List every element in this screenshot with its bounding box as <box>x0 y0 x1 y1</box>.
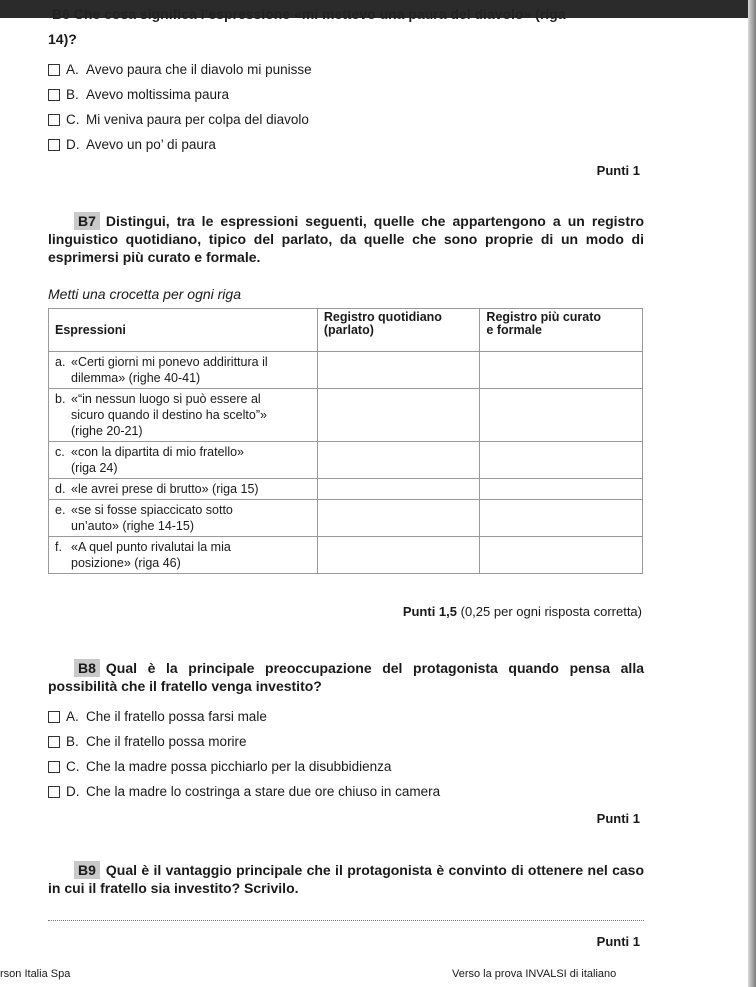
expression-cell: c. «con la dipartita di mio fratello» (riga 24) <box>49 442 318 479</box>
expression-cell: b. «“in nessun luogo si può essere al sicuro quando il destino ha scelto”» (righe 20-21) <box>49 389 318 442</box>
checkbox[interactable] <box>48 64 60 76</box>
footer-publisher: rson Italia Spa <box>0 968 71 980</box>
b6-question-line1: B6 Che cosa significa l’espressione «mi mettevo una paura del diavolo» (riga <box>52 6 566 22</box>
table-row <box>49 389 643 442</box>
b6-options <box>48 57 648 157</box>
cell-formale[interactable] <box>480 479 643 500</box>
table-header-row <box>49 309 643 352</box>
cell-formale[interactable] <box>480 500 643 537</box>
b6-punti: Punti 1 <box>596 163 640 178</box>
table-row <box>49 352 643 389</box>
checkbox[interactable] <box>48 89 60 101</box>
table-row <box>49 442 643 479</box>
cell-quotidiano[interactable] <box>317 479 480 500</box>
b7-question: B7 Distingui, tra le espressioni seguenti, quelle che appartengono a un registro linguistico quotidiano, tipico del parlato, da quelle che sono proprie di un modo di esprimersi più curato e formale. <box>48 213 644 265</box>
expression-cell: d. «le avrei prese di brutto» (riga 15) <box>49 479 318 500</box>
b8-options <box>48 704 648 804</box>
header-espressioni: Espressioni <box>49 309 318 352</box>
b8-option-b[interactable]: B. Che il fratello possa morire <box>48 729 648 754</box>
b6-option-a[interactable]: A. Avevo paura che il diavolo mi punisse <box>48 57 648 82</box>
b6-question-line2: 14)? <box>48 31 77 47</box>
expression-cell: e. «se si fosse spiaccicato sotto un’auto» (righe 14-15) <box>49 500 318 537</box>
cell-quotidiano[interactable] <box>317 537 480 574</box>
b8-option-c[interactable]: C. Che la madre possa picchiarlo per la disubbidienza <box>48 754 648 779</box>
cell-formale[interactable] <box>480 537 643 574</box>
cell-quotidiano[interactable] <box>317 500 480 537</box>
cell-quotidiano[interactable] <box>317 352 480 389</box>
b6-option-d[interactable]: D. Avevo un po’ di paura <box>48 132 648 157</box>
checkbox[interactable] <box>48 736 60 748</box>
b8-question: B8 Qual è la principale preoccupazione del protagonista quando pensa alla possibilità che il fratello venga investito? <box>48 660 644 694</box>
checkbox[interactable] <box>48 786 60 798</box>
table-row <box>49 479 643 500</box>
cell-formale[interactable] <box>480 352 643 389</box>
b8-punti: Punti 1 <box>596 811 640 826</box>
b8-label: B8 <box>74 659 100 677</box>
b7-table <box>48 308 643 574</box>
b6-option-c[interactable]: C. Mi veniva paura per colpa del diavolo <box>48 107 648 132</box>
b9-answer-line[interactable] <box>48 920 644 921</box>
expression-cell: f. «A quel punto rivalutai la mia posizione» (riga 46) <box>49 537 318 574</box>
header-registro-formale: Registro più curato e formale <box>480 309 643 352</box>
cell-quotidiano[interactable] <box>317 389 480 442</box>
checkbox[interactable] <box>48 761 60 773</box>
footer-title: Verso la prova INVALSI di italiano <box>452 968 617 980</box>
b9-question: B9 Qual è il vantaggio principale che il protagonista è convinto di ottenere nel caso in cui il fratello sia investito? Scrivilo. <box>48 862 644 896</box>
b7-label: B7 <box>74 212 100 230</box>
table-row <box>49 537 643 574</box>
b6-option-b[interactable]: B. Avevo moltissima paura <box>48 82 648 107</box>
header-registro-quotidiano: Registro quotidiano (parlato) <box>317 309 480 352</box>
cell-formale[interactable] <box>480 389 643 442</box>
b9-label: B9 <box>74 861 100 879</box>
checkbox[interactable] <box>48 711 60 723</box>
b8-option-a[interactable]: A. Che il fratello possa farsi male <box>48 704 648 729</box>
expression-cell: a. «Certi giorni mi ponevo addirittura il dilemma» (righe 40-41) <box>49 352 318 389</box>
page-edge-shadow <box>748 0 756 987</box>
b8-option-d[interactable]: D. Che la madre lo costringa a stare due ore chiuso in camera <box>48 779 648 804</box>
b7-punti: Punti 1,5 (0,25 per ogni risposta corretta) <box>402 604 642 619</box>
cell-quotidiano[interactable] <box>317 442 480 479</box>
checkbox[interactable] <box>48 139 60 151</box>
table-row <box>49 500 643 537</box>
checkbox[interactable] <box>48 114 60 126</box>
b7-instruction: Metti una crocetta per ogni riga <box>48 286 241 302</box>
cell-formale[interactable] <box>480 442 643 479</box>
b9-punti: Punti 1 <box>596 934 640 949</box>
